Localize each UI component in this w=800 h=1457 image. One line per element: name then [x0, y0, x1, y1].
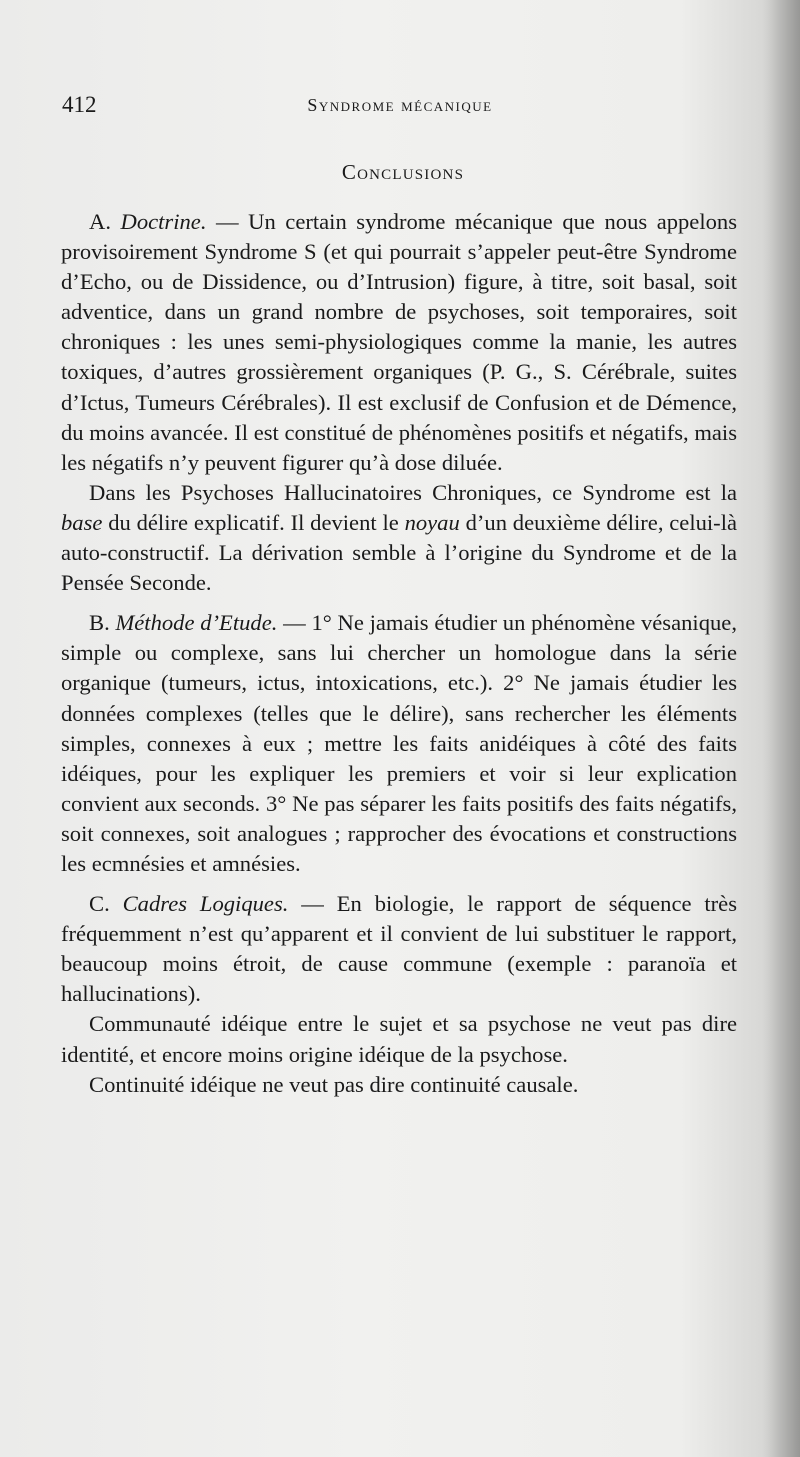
paragraph-text: — 1° Ne jamais étudier un phénomène vésanique, simple ou complexe, sans lui chercher un homologue dans la série organique (tumeurs, ictus, intoxications, etc.). 2° Ne jamais étudier les données complexes (telles que le délire), sans rechercher les éléments simples, connexes à eux ; mettre les faits anidéiques à côté des faits idéiques, pour les expliquer les premiers et voir si leur explication convient aux seconds. 3° Ne pas séparer les faits positifs des faits négatifs, soit connexes, soit analogues ; rapprocher des évocations et constructions les ecmnésies et amnésies. [61, 610, 737, 876]
section-title: Conclusions [341, 160, 465, 184]
running-head: Syndrome mécanique [307, 95, 493, 115]
page-edge-shadow [762, 0, 800, 1457]
paragraph-psychoses [61, 478, 737, 598]
paragraph-methode [61, 608, 737, 879]
paragraph-cadres [61, 889, 737, 1009]
paragraph-text: Dans les Psychoses Hallucinatoires Chroniques, ce Syndrome est la [89, 479, 737, 505]
paragraph-communaute: Communauté idéique entre le sujet et sa psychose ne veut pas dire identité, et encore moins origine idéique de la psychose. [61, 1011, 737, 1067]
paragraph-text: — En biologie, le rapport de séquence très fréquemment n’est qu’apparent et il convient de lui substituer le rapport, beaucoup moins étroit, de cause commune (exemple : paranoïa et hallucinations). [61, 891, 737, 1007]
paragraph-doctrine [61, 207, 737, 478]
paragraph-heading: Cadres Logiques. [122, 891, 289, 917]
paragraph-heading: Doctrine. [120, 209, 207, 234]
paragraph-text: — Un certain syndrome mécanique que nous appelons provisoirement Syndrome S (et qui pourrait s’appeler peut-être Syndrome d’Echo, ou de Dissidence, ou d’Intrusion) figure, à titre, soit basal, soit adventice, dans un grand nombre de psychoses, soit temporaires, soit chroniques : les unes semi-physiologiques comme la manie, les autres toxiques, d’autres grossièrement organiques (P. G., S. Cérébrale, suites d’Ictus, Tumeurs Cérébrales). Il est exclusif de Confusion et de Démence, du moins avancée. Il est constitué de phénomènes positifs et négatifs, mais les négatifs n’y peuvent figurer qu’à dose diluée. [61, 209, 738, 475]
paragraph-heading: Méthode d’Etude. [115, 610, 278, 636]
paragraph-label: B. [89, 610, 110, 636]
emphasis-noyau: noyau [404, 509, 460, 535]
paragraph-continuite: Continuité idéique ne veut pas dire continuité causale. [89, 1071, 579, 1097]
page-number: 412 [62, 92, 97, 117]
paragraph-label: C. [89, 891, 110, 917]
paragraph-label: A. [89, 209, 111, 234]
body-text [61, 207, 737, 1100]
page-header [60, 92, 740, 122]
emphasis-base: base [61, 509, 103, 535]
paragraph-text: d’un deuxième délire, celui-là auto-constructif. La dérivation semble à l’origine du Syndrome et de la Pensée Seconde. [61, 509, 738, 596]
paragraph-text: du délire explicatif. Il devient le [102, 509, 405, 535]
